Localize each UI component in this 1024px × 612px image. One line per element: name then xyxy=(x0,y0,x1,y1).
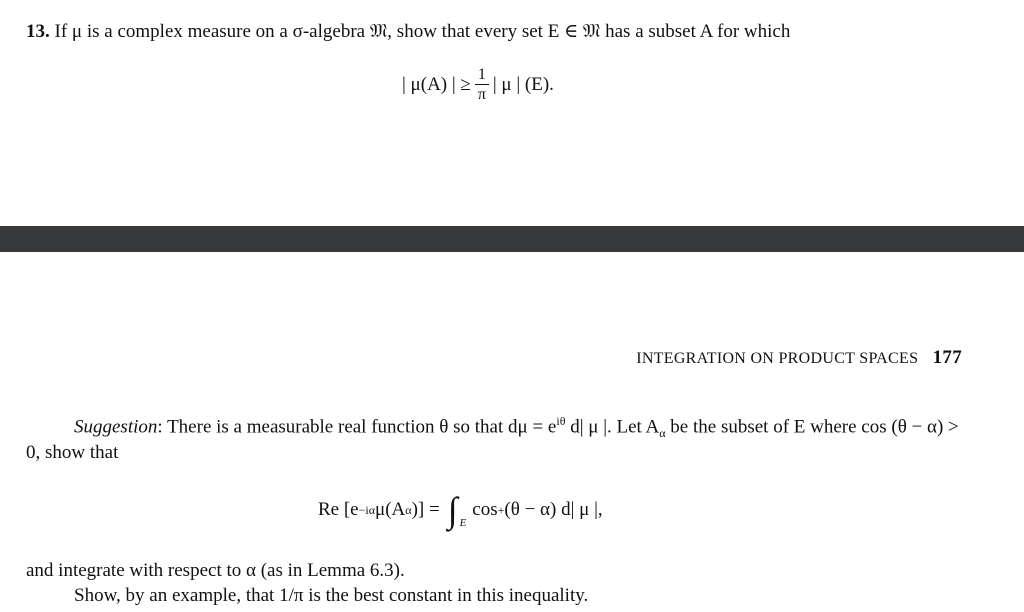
closing-line-2: Show, by an example, that 1/π is the best constant in this inequality. xyxy=(74,585,589,606)
problem-statement xyxy=(26,20,790,44)
eq2-left-head: Re [e xyxy=(318,499,359,521)
problem-number: 13. xyxy=(26,21,50,42)
problem-text: If μ is a complex measure on a σ-algebra 𝔐, show that every set E ∈ 𝔐 has a subset A for which xyxy=(54,21,791,42)
integral-display xyxy=(318,492,603,528)
inequality-display xyxy=(402,66,554,103)
fraction-denominator: π xyxy=(477,85,486,103)
integral-sign: ∫ xyxy=(447,490,458,530)
running-head xyxy=(636,346,962,370)
closing-line-1: and integrate with respect to α (as in Lemma 6.3). xyxy=(26,560,405,581)
eq2-left-tail: μ(A xyxy=(375,499,406,521)
suggestion-text-part1: : There is a measurable real function θ so that dμ = e xyxy=(157,416,557,438)
integral-subscript: E xyxy=(459,517,467,530)
integrand-superscript: + xyxy=(497,502,505,517)
suggestion-text-part3: be the subset of E where cos (θ − α) > 0, show that xyxy=(26,416,959,464)
integrand-tail: (θ − α) d| μ |, xyxy=(504,499,603,521)
inequality-rhs: | μ | (E). xyxy=(492,73,554,95)
eq2-left-close: )] = xyxy=(411,499,440,521)
suggestion-text-part2: d| μ |. Let A xyxy=(565,416,660,438)
eq2-left-subscript: α xyxy=(405,502,412,517)
suggestion-exponent: iθ xyxy=(556,414,566,428)
page-number: 177 xyxy=(932,347,962,368)
fraction xyxy=(475,66,489,103)
suggestion-paragraph xyxy=(26,414,966,465)
suggestion-subscript: α xyxy=(659,426,666,441)
integrand: cos xyxy=(472,499,498,521)
eq2-left-exponent: −iα xyxy=(358,502,376,517)
suggestion-label: Suggestion xyxy=(74,416,158,438)
page-divider xyxy=(0,226,1024,252)
running-head-title: INTEGRATION ON PRODUCT SPACES xyxy=(636,350,919,367)
inequality-lhs: | μ(A) | ≥ xyxy=(402,73,471,95)
fraction-numerator: 1 xyxy=(475,66,489,85)
